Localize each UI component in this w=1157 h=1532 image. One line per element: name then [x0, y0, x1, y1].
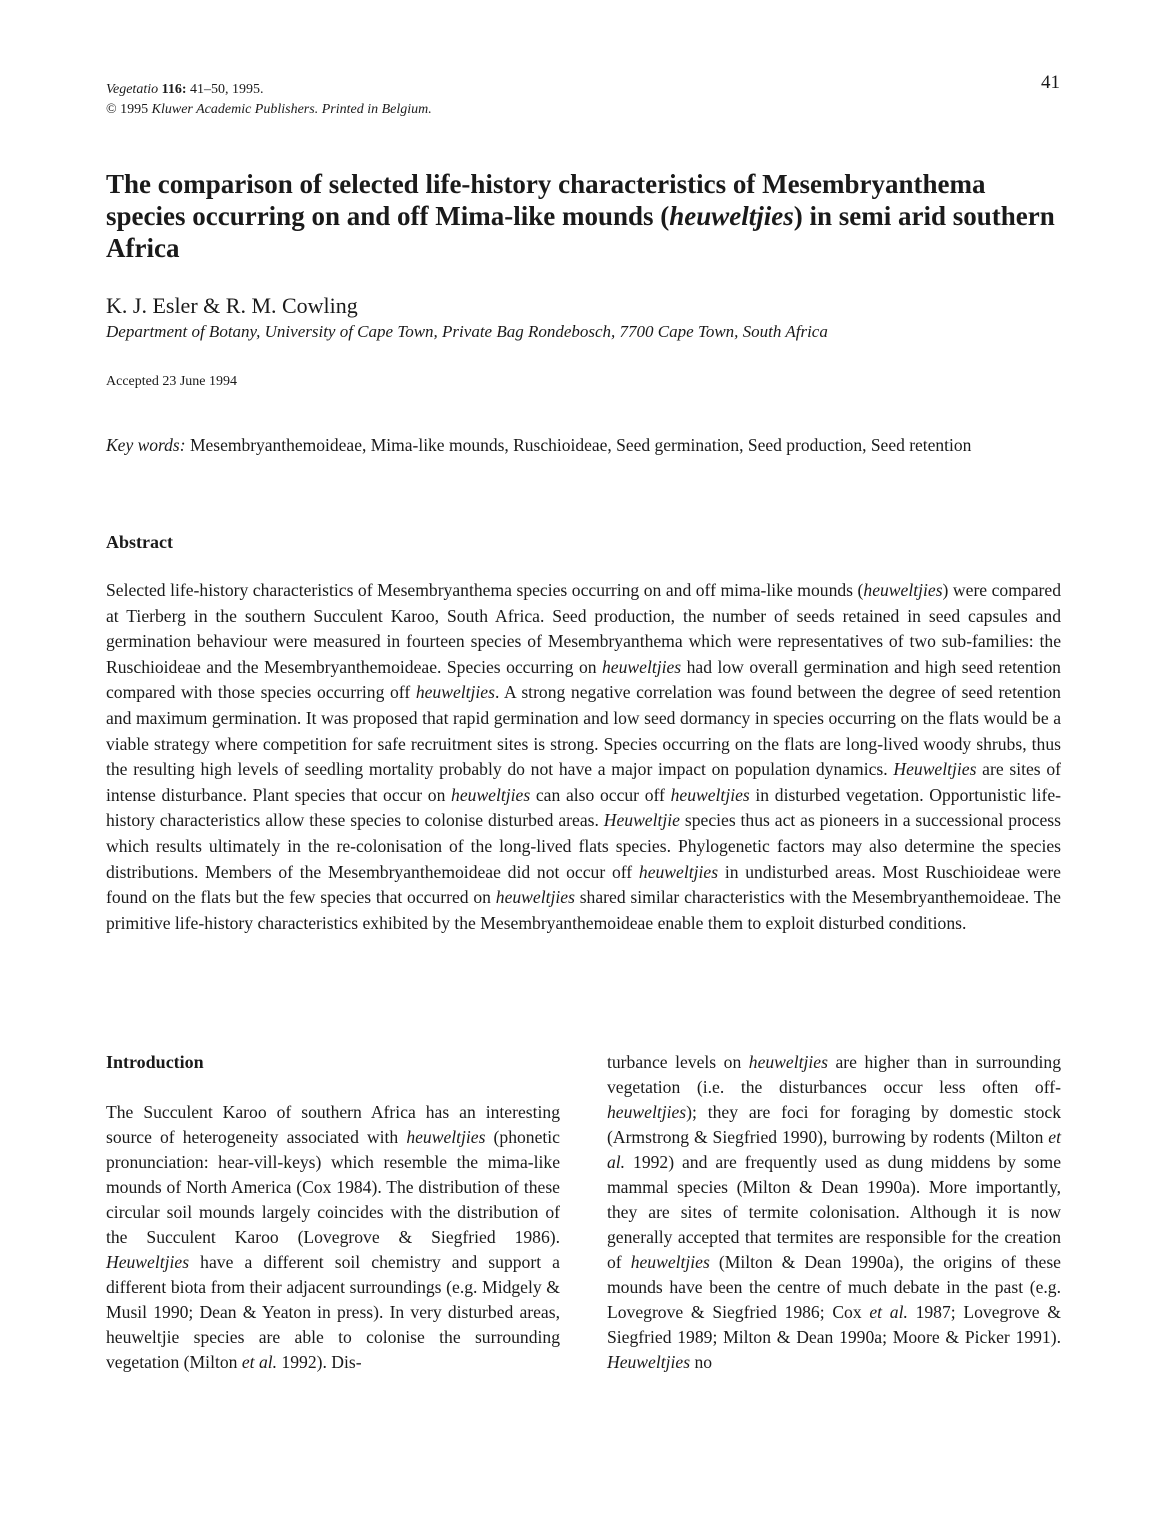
intro-run-italic: et al.	[241, 1352, 278, 1372]
intro-run-italic: heuweltjies	[406, 1127, 486, 1147]
abstract-run: species thus act as pioneers in a successional process which results ultimately in the re-colonisation of the long-lived flats species. Phylogenetic factors may also determine the species distributions. Members of the Mesembryanthemoideae did not occur off	[106, 810, 1061, 882]
abstract-run-italic: heuweltjies	[670, 784, 750, 805]
journal-pages-year: 41–50, 1995.	[190, 82, 264, 97]
copyright-year: 1995	[120, 102, 149, 117]
intro-run: (phonetic pronunciation: hear-vill-keys) which resemble the mima-like mounds of North America (Cox 1984). The distribution of these circular soil mounds largely coincides with the distribution of the Succulent Karoo (Lovegrove & Siegfried 1986).	[106, 1127, 560, 1247]
authors: K. J. Esler & R. M. Cowling	[106, 293, 358, 318]
journal-volume-line	[106, 80, 432, 100]
abstract-run: ) were compared at Tierberg in the southern Succulent Karoo, South Africa. Seed production, the number of seeds retained in seed capsules and germination behaviour were measured in fourteen species of Mesembryanthema which were representatives of two sub-families: the Ruschioideae and the Mesembryanthemoideae. Species occurring on	[106, 580, 1061, 677]
abstract-heading: Abstract	[106, 532, 173, 552]
abstract-run-italic: heuweltjies	[863, 580, 943, 600]
intro-run: 1992) and are frequently used as dung middens by some mammal species (Milton & Dean 1990a). More importantly, they are sites of termite colonisation. Although it is now generally accepted that termites are responsible for the creation of	[607, 1152, 1061, 1272]
intro-run: no	[690, 1352, 713, 1372]
intro-run-italic: Heuweltjies	[607, 1352, 691, 1372]
title-part-1: The comparison of selected life-history characteristics of Mesembryanthema species occurring on and off Mima-like mounds (	[106, 169, 986, 231]
intro-run-italic: et al.	[869, 1302, 908, 1322]
abstract-run-italic: heuweltjies	[451, 784, 531, 805]
affiliation: Department of Botany, University of Cape Town, Private Bag Rondebosch, 7700 Cape Town, South Africa	[106, 322, 828, 341]
abstract-run-italic: heuweltjies	[495, 887, 575, 908]
abstract-run: can also occur off	[530, 784, 671, 805]
introduction-heading: Introduction	[106, 1052, 204, 1072]
title-italic: heuweltjies	[669, 201, 794, 231]
intro-run-italic: heuweltjies	[607, 1102, 687, 1122]
journal-volume: 116:	[161, 82, 187, 97]
abstract-run-italic: Heuweltjies	[893, 759, 977, 780]
intro-run: turbance levels on	[607, 1052, 749, 1072]
intro-run: have a different soil chemistry and support a different biota from their adjacent surroundings (e.g. Midgely & Musil 1990; Dean & Yeaton in press). In very disturbed areas, heuweltjie species are able to colonise the surrounding vegetation (Milton	[106, 1252, 560, 1372]
journal-name: Vegetatio	[106, 82, 159, 97]
abstract-run-italic: heuweltjies	[602, 656, 682, 677]
article-title	[106, 168, 1066, 264]
abstract-run: . A strong negative correlation was found between the degree of seed retention and maximum germination. It was proposed that rapid germination and low seed dormancy in species occurring on the flats would be a viable strategy where competition for safe recruitment sites is strong. Species occurring on the flats are long-lived woody shrubs, thus the resulting high levels of seedling mortality probably do not have a major impact on population dynamics.	[106, 682, 1061, 780]
abstract-run: Selected life-history characteristics of Mesembryanthema species occurring on and off mima-like mounds (	[106, 580, 864, 600]
title-part-2: ) in semi arid southern Africa	[106, 201, 1055, 263]
copyright-line	[106, 100, 432, 120]
intro-run: 1992). Dis-	[277, 1352, 362, 1372]
copyright-icon: ©	[106, 102, 117, 117]
intro-run: are higher than in surrounding vegetation (i.e. the disturbances occur less often off-	[607, 1052, 1061, 1097]
journal-citation	[106, 80, 432, 120]
intro-run-italic: Heuweltjies	[106, 1252, 190, 1272]
introduction-right-column	[607, 1050, 1061, 1375]
abstract-run-italic: heuweltjies	[638, 861, 719, 882]
abstract-run: shared similar characteristics with the Mesembryanthemoideae. The primitive life-history characteristics exhibited by the Mesembryanthemoideae enable them to exploit disturbed conditions.	[106, 887, 1061, 933]
abstract-run: in undisturbed areas. Most Ruschioideae were found on the flats but the few species that occurred on	[106, 861, 1061, 908]
abstract-run: in disturbed vegetation. Opportunistic life-history characteristics allow these species to colonise disturbed areas.	[106, 784, 1062, 831]
abstract-run: had low overall germination and high seed retention compared with those species occurring off	[106, 656, 1061, 703]
intro-run-italic: heuweltjies	[630, 1252, 710, 1272]
keywords-label: Key words:	[106, 435, 186, 455]
intro-run: ); they are foci for foraging by domestic stock (Armstrong & Siegfried 1990), burrowing by rodents (Milton	[607, 1102, 1061, 1147]
introduction-left-column	[106, 1100, 560, 1375]
abstract-run: are sites of intense disturbance. Plant species that occur on	[106, 759, 1061, 805]
intro-run: The Succulent Karoo of southern Africa has an interesting source of heterogeneity associated with	[106, 1102, 560, 1147]
abstract-text	[106, 578, 1061, 936]
intro-run: (Milton & Dean 1990a), the origins of these mounds have been the centre of much debate in the past (e.g. Lovegrove & Siegfried 1986; Cox	[607, 1252, 1061, 1322]
intro-run-italic: heuweltjies	[748, 1052, 828, 1072]
abstract-run-italic: Heuweltjie	[603, 810, 680, 831]
intro-run: 1987; Lovegrove & Siegfried 1989; Milton & Dean 1990a; Moore & Picker 1991).	[607, 1302, 1061, 1347]
publisher: Kluwer Academic Publishers.	[151, 102, 319, 117]
abstract-run-italic: heuweltjies	[415, 682, 495, 703]
printed-location: Printed in Belgium.	[321, 102, 432, 117]
intro-run-italic: et al.	[607, 1127, 1061, 1172]
page-number: 41	[1041, 72, 1060, 93]
keywords	[106, 432, 1061, 458]
keywords-list: Mesembryanthemoideae, Mima-like mounds, Ruschioideae, Seed germination, Seed production, Seed retention	[189, 435, 972, 455]
accepted-date: Accepted 23 June 1994	[106, 374, 238, 389]
